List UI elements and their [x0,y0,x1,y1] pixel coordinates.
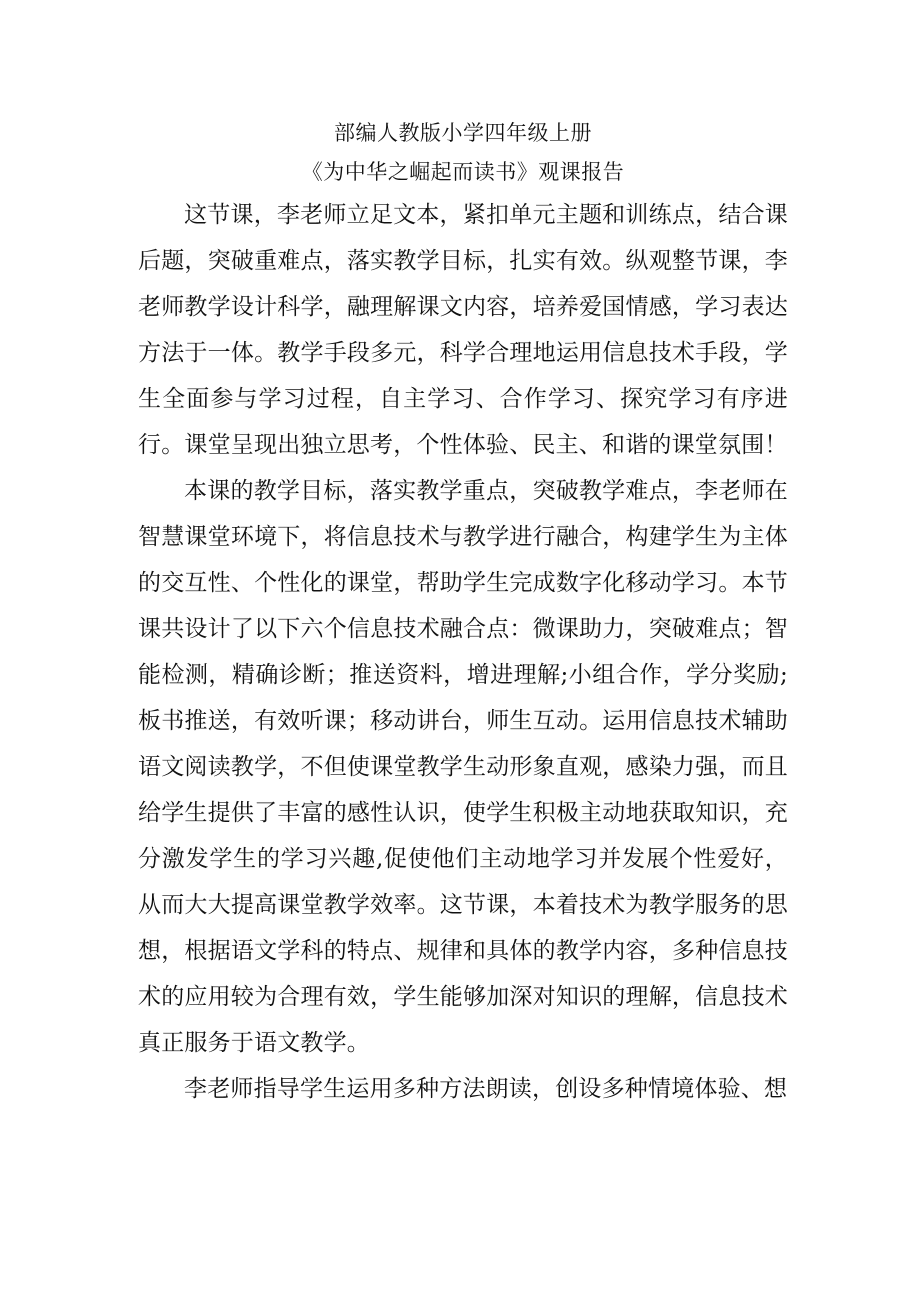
paragraph-2: 本课的教学目标，落实教学重点，突破教学难点，李老师在智慧课堂环境下，将信息技术与教学进行融合，构建学生为主体的交互性、个性化的课堂，帮助学生完成数字化移动学习。本节课共设计了以下六个信息技术融合点：微课助力，突破难点；智能检测，精确诊断；推送资料，增进理解;小组合作，学分奖励;板书推送，有效听课；移动讲台，师生互动。运用信息技术辅助语文阅读教学，不但使课堂教学生动形象直观，感染力强，而且给学生提供了丰富的感性认识，使学生积极主动地获取知识，充分激发学生的学习兴趣,促使他们主动地学习并发展个性爱好，从而大大提高课堂教学效率。这节课，本着技术为教学服务的思想，根据语文学科的特点、规律和具体的教学内容，多种信息技术的应用较为合理有效，学生能够加深对知识的理解，信息技术真正服务于语文教学。 [138,478,788,1056]
document-title-line-2: 《为中华之崛起而读书》观课报告 [301,160,625,184]
paragraph-1: 这节课，李老师立足文本，紧扣单元主题和训练点，结合课后题，突破重难点，落实教学目标，扎实有效。纵观整节课，李老师教学设计科学，融理解课文内容，培养爱国情感，学习表达方法于一体。教学手段多元，科学合理地运用信息技术手段，学生全面参与学习过程，自主学习、合作学习、探究学习有序进行。课堂呈现出独立思考，个性体验、民主、和谐的课堂氛围！ [138,202,788,458]
document-body [138,118,788,1112]
document-title-line-1: 部编人教版小学四年级上册 [334,121,592,145]
paragraph-3: 李老师指导学生运用多种方法朗读，创设多种情境体验、想 [184,1076,788,1102]
